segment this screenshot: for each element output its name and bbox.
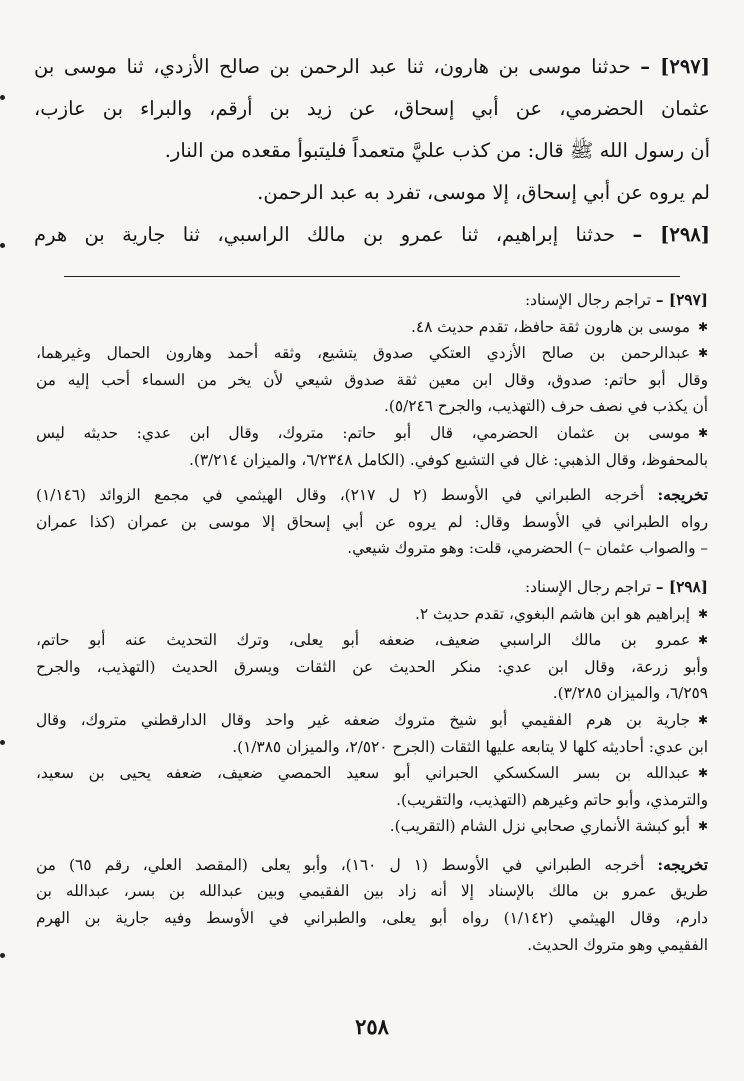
narrator-297-2-line-1: ✱ عبدالرحمن بن صالح الأزدي العتكي صدوق يتشيع، وثقه أحمد وهارون الحمال وغيرهما،	[36, 340, 708, 367]
scan-mark	[0, 740, 5, 745]
narrator-298-4-line-2: والترمذي، وأبو حاتم وغيرهم (التهذيب، والتقريب).	[396, 790, 708, 809]
hadith-297-line-4: لم يروه عن أبي إسحاق، إلا موسى، تفرد به عبد الرحمن.	[257, 181, 710, 204]
hadith-297-number: [٢٩٧] –	[640, 55, 710, 78]
narrator-298-2-line-3: ٦/٢٥٩، والميزان ٣/٢٨٥).	[552, 684, 708, 703]
narrator-298-1: ✱ إبراهيم هو ابن هاشم البغوي، تقدم حديث ٢.	[36, 601, 708, 628]
narrator-297-3-line-1: ✱ موسى بن عثمان الحضرمي، قال أبو حاتم: متروك، وقال ابن عدي: حديثه ليس	[36, 420, 708, 447]
bullet-icon: ✱	[697, 712, 708, 727]
bullet-icon: ✱	[697, 425, 708, 440]
hadith-298-line-1: [٢٩٨] – حدثنا إبراهيم، ثنا عمرو بن مالك الراسبي، ثنا جارية بن هرم	[34, 223, 711, 246]
notes-297-heading: [٢٩٧] – تراجم رجال الإسناد:	[525, 291, 708, 309]
hadith-main-text	[34, 46, 710, 256]
takhrij-297-line-2: رواه الطبراني في الأوسط وقال: لم يروه عن أبي إسحاق إلا موسى بن عمران (كذا عمران	[36, 512, 708, 531]
takhrij-298-line-3: دارم، وقال الهيثمي (١/١٤٢) رواه أبو يعلى، والطبراني في الأوسط وفيه جارية بن الهرم	[36, 909, 708, 928]
narrator-297-3-line-2: بالمحفوظ، وقال الذهبي: غال في التشيع كوفي. (الكامل ٦/٢٣٤٨، والميزان ٣/٢١٤).	[188, 450, 708, 469]
hadith-298-number: [٢٩٨] –	[632, 223, 711, 246]
takhrij-298-line-4: الفقيمي وهو متروك الحديث.	[527, 935, 708, 954]
hadith-297-line-3: أن رسول الله ﷺ قال: من كذب عليَّ متعمداً فليتبوأ مقعده من النار.	[164, 139, 710, 162]
footnotes	[36, 287, 708, 958]
narrator-297-2-line-2: وقال أبو حاتم: صدوق، وقال ابن معين ثقة صدوق شيعي لأن يخر من السماء أحب إليه من	[36, 370, 708, 389]
takhrij-297-line-1: تخريجه: أخرجه الطبراني في الأوسط (٢ ل ٢١٧)، وقال الهيثمي في مجمع الزوائد (١/١٤٦)	[36, 486, 708, 505]
narrator-298-5: ✱ أبو كبشة الأنماري صحابي نزل الشام (التقريب).	[36, 813, 708, 840]
narrator-297-1: ✱ موسى بن هارون ثقة حافظ، تقدم حديث ٤٨.	[36, 314, 708, 341]
takhrij-297-line-3: – والصواب عثمان –) الحضرمي، قلت: وهو متروك شيعي.	[347, 539, 708, 558]
bullet-icon: ✱	[697, 633, 708, 648]
notes-298-heading: [٢٩٨] – تراجم رجال الإسناد:	[525, 577, 708, 596]
page-number: ٢٥٨	[355, 1014, 389, 1039]
narrator-298-3-line-2: ابن عدي: أحاديثه كلها لا يتابعه عليها الثقات (الجرح ٢/٥٢٠، والميزان ١/٣٨٥).	[232, 737, 708, 756]
hadith-297-line-1: [٢٩٧] – حدثنا موسى بن هارون، ثنا عبد الرحمن بن صالح الأزدي، ثنا موسى بن	[34, 55, 710, 78]
narrator-298-3-line-1: ✱ جارية بن هرم الفقيمي أبو شيخ متروك ضعفه غير واحد وقال الدارقطني متروك، وقال	[36, 707, 708, 734]
scan-mark	[0, 243, 5, 248]
bullet-icon: ✱	[697, 819, 708, 834]
takhrij-298-line-1: تخريجه: أخرجه الطبراني في الأوسط (١ ل ١٦٠)، وأبو يعلى (المقصد العلي، رقم ٦٥) من	[36, 855, 708, 874]
narrator-297-2-line-3: أن يكذب في نصف حرف (التهذيب، والجرح ٥/٢٤٦).	[384, 397, 708, 416]
footnote-separator	[64, 276, 680, 277]
narrator-298-2-line-1: ✱ عمرو بن مالك الراسبي ضعيف، ضعفه أبو يعلى، وترك التحديث عنه أبو حاتم،	[36, 627, 708, 654]
bullet-icon: ✱	[697, 766, 708, 781]
bullet-icon: ✱	[697, 319, 708, 334]
bullet-icon: ✱	[697, 606, 708, 621]
narrator-298-4-line-1: ✱ عبدالله بن بسر السكسكي الحبراني أبو سعيد الحمصي ضعيف، ضعفه يحيى بن سعيد،	[36, 760, 708, 787]
takhrij-298-line-2: طريق عمرو بن مالك بالإسناد إلا أنه زاد بين الفقيمي وبين عبدالله بن بسر، عبدالله بن	[36, 882, 708, 901]
hadith-297-line-2: عثمان الحضرمي، عن أبي إسحاق، عن زيد بن أرقم، والبراء بن عازب،	[34, 97, 710, 120]
bullet-icon: ✱	[697, 346, 708, 361]
narrator-298-2-line-2: وأبو زرعة، وقال ابن عدي: منكر الحديث عن الثقات ويسرق الحديث (التهذيب، والجرح	[36, 657, 708, 676]
scan-mark	[0, 95, 5, 100]
scan-mark	[0, 953, 5, 958]
